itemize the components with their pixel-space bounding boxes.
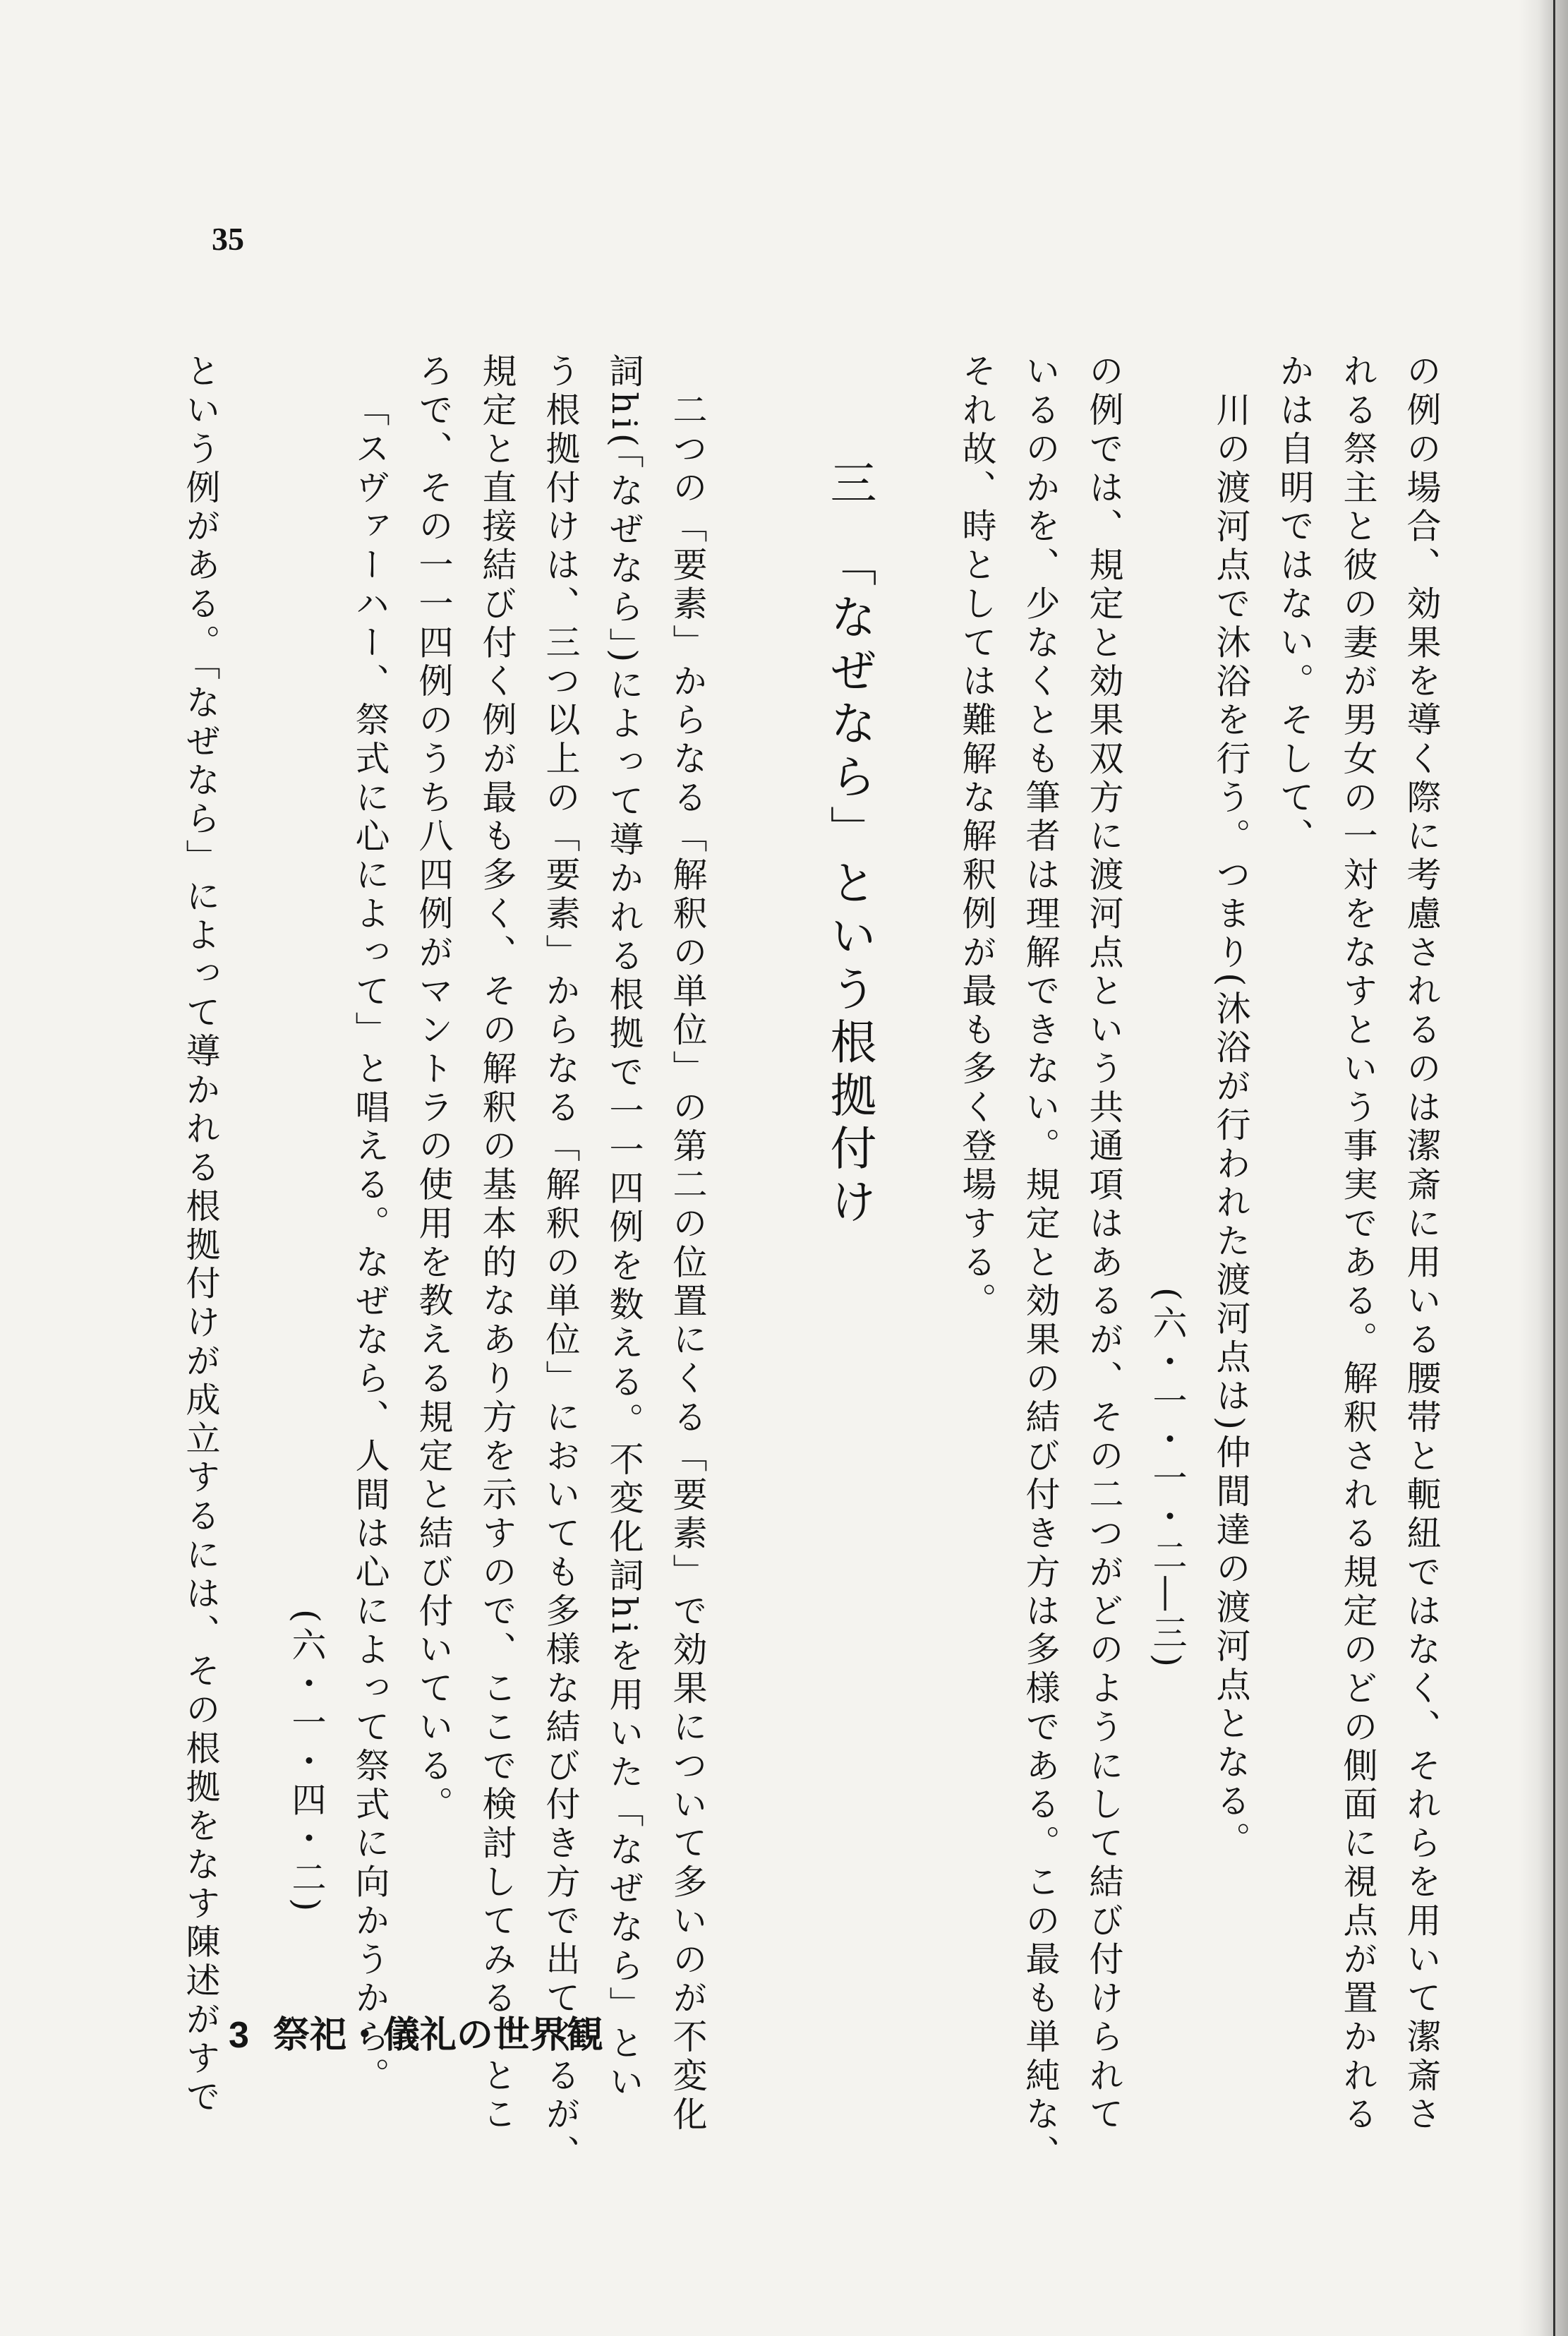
section-title: 「なぜなら」という根拠付け — [822, 539, 876, 1230]
page-number: 35 — [212, 221, 244, 257]
citation: (六・一・一・二―三) — [1147, 1287, 1188, 1671]
text-column-15: ろで、その一一四例のうち八四例がマントラの使用を教える規定と結び付いている。 — [414, 353, 454, 1825]
text-column-6: の例では、規定と効果双方に渡河点という共通項はあるが、その二つがどのようにして結び付けられて — [1084, 353, 1124, 2135]
section-number: 三 — [822, 459, 876, 512]
text-column-18: という例がある。「なぜなら」によって導かれる根拠付けが成立するには、その根拠をなす陳述がすで — [181, 353, 221, 2117]
text-column-13: う根拠付けは、三つ以上の「要素」からなる「解釈の単位」においても多様な結び付き方で出てくるが、 — [541, 353, 581, 2174]
text-column-3: かは自明ではない。そして、 — [1274, 353, 1315, 857]
quoted-example: 「スヴァーハー、祭式に心によって」と唱える。なぜなら、人間は心によって祭式に向かうから。 — [350, 391, 390, 2096]
text-column-12: 詞hi(「なぜなら」)によって導かれる根拠で一一四例を数える。不変化詞hiを用いた「なぜなら」とい — [604, 353, 644, 2102]
text-column-11: 二つの「要素」からなる「解釈の単位」の第二の位置にくる「要素」で効果について多いのが不変化 — [668, 391, 708, 2135]
text-column-1: の例の場合、効果を導く際に考慮されるのは潔斎に用いる腰帯と軛紐ではなく、それらを用いて潔斎さ — [1401, 353, 1442, 2135]
chapter-number: 3 — [229, 2015, 249, 2056]
text-column-14: 規定と直接結び付く例が最も多く、その解釈の基本的なあり方を示すので、ここで検討してみる。とこ — [477, 353, 517, 2135]
text-column-8: それ故、時としては難解な解釈例が最も多く登場する。 — [957, 353, 997, 1321]
quoted-passage: 川の渡河点で沐浴を行う。つまり(沐浴が行われた渡河点は)仲間達の渡河点となる。 — [1211, 391, 1251, 1860]
citation-2: (六・一・四・二) — [287, 1609, 327, 1916]
text-column-2: れる祭主と彼の妻が男女の一対をなすという事実である。解釈される規定のどの側面に視点が置かれる — [1338, 353, 1378, 2135]
running-footer — [229, 2013, 603, 2057]
chapter-title: 祭祀・儀礼の世界観 — [272, 2013, 603, 2057]
text-column-7: いるのかを、少なくとも筆者は理解できない。規定と効果の結び付き方は多様である。この最も単純な、 — [1020, 353, 1061, 2174]
spine-shadow — [1519, 0, 1568, 2336]
spine-edge — [1553, 0, 1555, 2336]
section-heading — [822, 353, 876, 1230]
